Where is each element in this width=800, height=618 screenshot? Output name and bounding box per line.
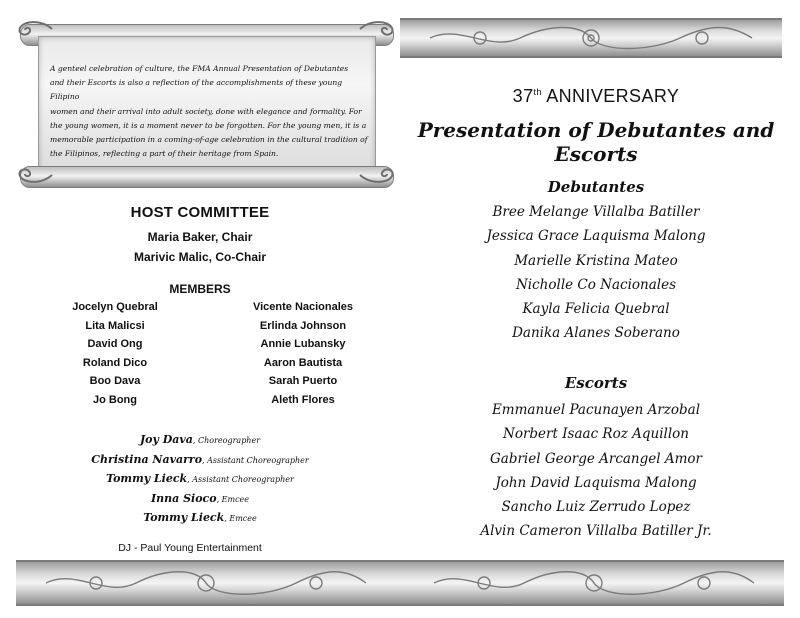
- anniversary-number: 37: [512, 86, 534, 106]
- credit-name: Inna Sioco: [150, 491, 217, 505]
- scroll-rod-bottom: [20, 166, 394, 188]
- intro-line: the Filipinos, reflecting a part of their heritage from Spain.: [50, 149, 279, 159]
- anniversary-word: ANNIVERSARY: [541, 86, 680, 106]
- credits-list: [0, 430, 400, 528]
- debutante-name: Nicholle Co Nacionales: [515, 276, 677, 293]
- bottom-decorative-banner: [16, 560, 784, 606]
- escorts-list: [410, 398, 782, 544]
- escort-name: Sancho Luiz Zerrudo Lopez: [501, 499, 691, 516]
- member-name: Boo Dava: [89, 375, 141, 388]
- dj-credit: DJ - Paul Young Entertainment: [118, 542, 262, 554]
- member-name: Sarah Puerto: [268, 375, 338, 388]
- member-name: Erlinda Johnson: [259, 319, 347, 332]
- credit-line: [0, 489, 400, 509]
- debutante-name: Bree Melange Villalba Batiller: [492, 204, 700, 220]
- intro-line: women and their arrival into adult society, done with elegance and formality. For: [50, 106, 362, 116]
- credit-name: Tommy Lieck: [143, 511, 225, 524]
- intro-paragraph: [50, 62, 370, 161]
- intro-line: memorable participation in a coming-of-age celebration in the cultural tradition of: [50, 135, 368, 145]
- committee-co-chair: Marivic Malic, Co-Chair: [133, 250, 267, 264]
- host-committee-title: HOST COMMITTEE: [130, 204, 270, 221]
- escort-name: Alvin Cameron Villalba Batiller Jr.: [480, 523, 712, 540]
- credit-role: , Emcee: [224, 514, 257, 523]
- floral-ornament-icon: [36, 562, 376, 604]
- debutante-name: Jessica Grace Laquisma Malong: [486, 228, 706, 245]
- member-name: Annie Lubansky: [260, 338, 346, 351]
- top-decorative-banner: [400, 18, 782, 58]
- member-name: Roland Dico: [82, 356, 148, 369]
- members-right-column: [218, 298, 388, 410]
- escort-name: Gabriel George Arcangel Amor: [490, 450, 702, 467]
- intro-line: A genteel celebration of culture, the FMA Annual Presentation of Debutantes: [50, 64, 349, 73]
- floral-ornament-icon: [424, 562, 764, 604]
- scroll-curl-icon: [358, 164, 398, 186]
- members-left-column: [30, 298, 200, 410]
- member-name: Aleth Flores: [271, 393, 335, 406]
- anniversary-heading: [410, 86, 782, 107]
- debutante-name: Kayla Felicia Quebral: [522, 301, 670, 318]
- debutantes-list: [410, 200, 782, 346]
- credit-line: [0, 508, 400, 528]
- anniversary-suffix: th: [533, 87, 542, 97]
- member-name: Jo Bong: [93, 393, 137, 406]
- member-name: Lita Malicsi: [85, 319, 145, 332]
- debutante-name: Marielle Kristina Mateo: [514, 252, 678, 269]
- member-name: Aaron Bautista: [263, 356, 343, 369]
- scroll-curl-icon: [14, 18, 54, 40]
- credit-name: Christina Navarro: [91, 452, 203, 466]
- credit-line: [0, 469, 400, 489]
- credit-role: , Choreographer: [192, 436, 261, 445]
- floral-ornament-icon: [420, 20, 762, 56]
- credit-name: Tommy Lieck: [106, 472, 188, 485]
- debutantes-title: Debutantes: [547, 178, 645, 196]
- escort-name: Norbert Isaac Roz Aquillon: [503, 426, 689, 443]
- intro-scroll: [14, 14, 398, 194]
- escort-name: Emmanuel Pacunayen Arzobal: [491, 402, 701, 418]
- credit-role: , Assistant Choreographer: [187, 475, 294, 484]
- intro-line: and their Escorts is also a reflection of the accomplishments of these young Filipino: [50, 78, 343, 102]
- presentation-title: Presentation of Debutantes and Escorts: [417, 118, 775, 166]
- members-title: MEMBERS: [169, 282, 231, 296]
- credit-role: , Emcee: [216, 494, 250, 504]
- scroll-curl-icon: [14, 164, 54, 186]
- committee-chair: Maria Baker, Chair: [147, 230, 253, 244]
- member-name: Jocelyn Quebral: [72, 301, 158, 313]
- debutante-name: Danika Alanes Soberano: [512, 325, 680, 342]
- credit-name: Joy Dava: [139, 433, 193, 446]
- scroll-curl-icon: [358, 18, 398, 40]
- member-name: David Ong: [87, 338, 143, 351]
- escort-name: John David Laquisma Malong: [495, 474, 697, 491]
- member-name: Vicente Nacionales: [252, 301, 354, 313]
- credit-line: [0, 450, 400, 470]
- intro-line: the young women, it is a moment never to be forgotten. For the young men, it is a: [50, 120, 367, 130]
- escorts-title: Escorts: [564, 374, 628, 392]
- credit-line: [0, 430, 400, 450]
- credit-role: , Assistant Choreographer: [202, 455, 309, 465]
